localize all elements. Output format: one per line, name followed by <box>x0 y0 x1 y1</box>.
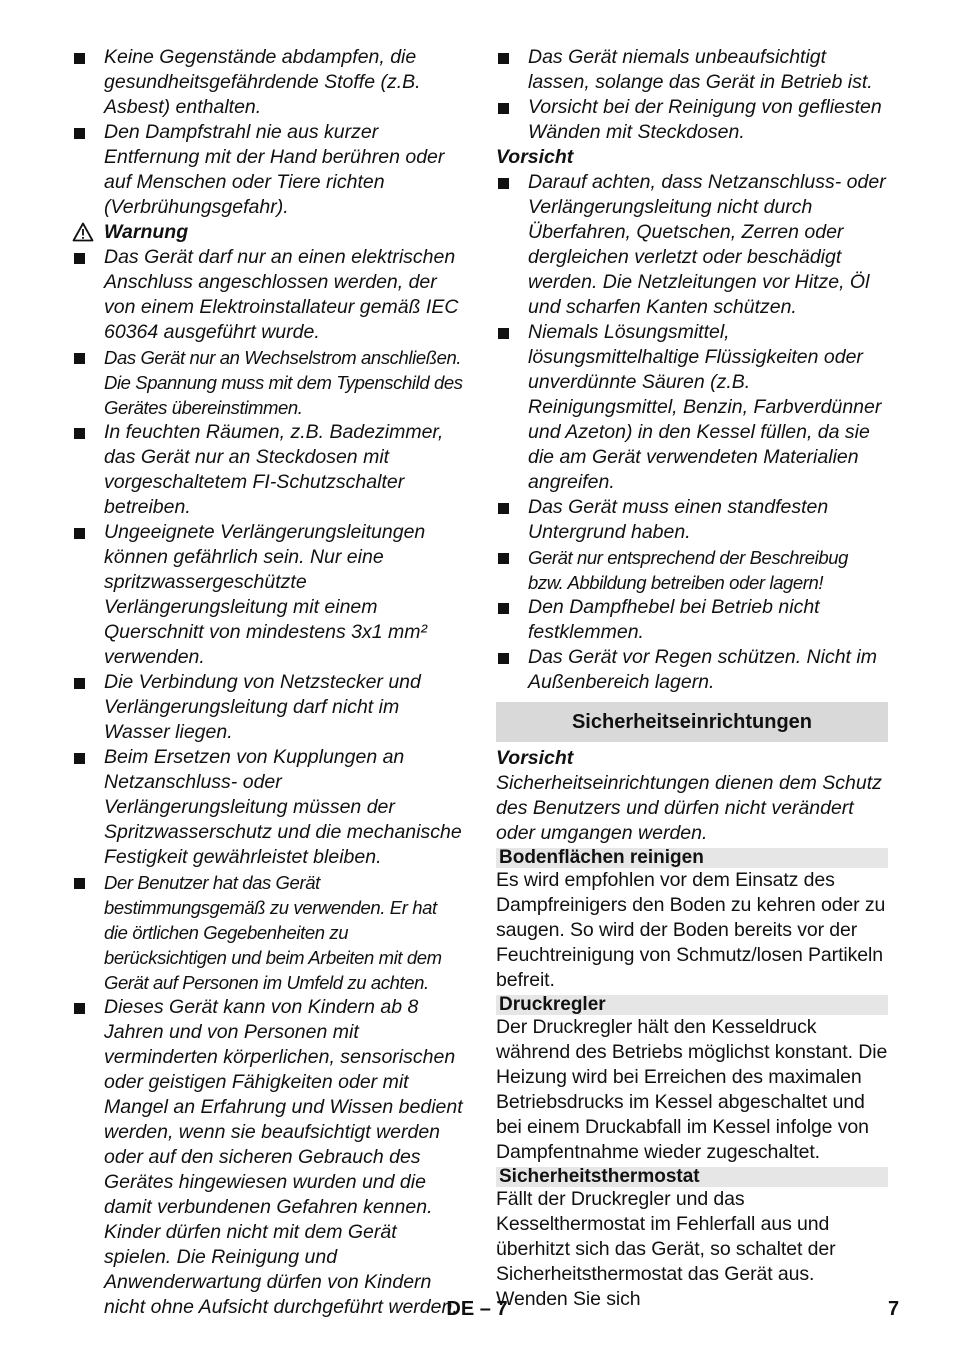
list-item <box>72 870 464 995</box>
bullet-square-icon <box>498 603 509 614</box>
list-item <box>496 645 888 695</box>
list-item <box>72 995 464 1320</box>
subsection-paragraph: Der Druckregler hält den Kesseldruck während des Betriebs möglichst konstant. Die Heizung wird bei Erreichen des maximalen Betriebsdrucks im Kessel abgeschaltet und bei einem Druckabfall im Kessel infolge von Dampfentnahme wieder zugeschaltet. <box>496 1016 888 1163</box>
footer-page-label: DE – 7 <box>446 1298 508 1320</box>
list-item <box>72 345 464 420</box>
list-item-text: Der Benutzer hat das Gerät bestimmungsgemäß zu verwenden. Er hat die örtlichen Gegebenheiten zu berücksichtigen und beim Arbeiten mit dem Gerät auf Personen im Umfeld zu achten. <box>104 872 442 993</box>
list-item <box>496 95 888 145</box>
bullet-square-icon <box>498 53 509 64</box>
bullet-square-icon <box>498 178 509 189</box>
caution-heading: Vorsicht <box>496 146 574 168</box>
list-item-text: Beim Ersetzen von Kupplungen an Netzanschluss- oder Verlängerungsleitung müssen der Spritzwasserschutz und die mechanische Festigkeit gewährleistet bleiben. <box>104 746 462 868</box>
list-item <box>496 495 888 545</box>
list-item-text: Das Gerät niemals unbeaufsichtigt lassen, solange das Gerät in Betrieb ist. <box>528 46 873 93</box>
list-item <box>496 595 888 645</box>
bullet-square-icon <box>498 553 509 564</box>
bullet-square-icon <box>74 753 85 764</box>
list-item-text: In feuchten Räumen, z.B. Badezimmer, das Gerät nur an Steckdosen mit vorgeschaltetem FI-Schutzschalter betreiben. <box>104 421 444 518</box>
list-item-text: Das Gerät darf nur an einen elektrischen Anschluss angeschlossen werden, der von einem Elektroinstallateur gemäß IEC 60364 ausgeführt wurde. <box>104 246 459 343</box>
bullet-square-icon <box>498 503 509 514</box>
list-item-text: Das Gerät nur an Wechselstrom anschließen. Die Spannung muss mit dem Typenschild des Gerätes übereinstimmen. <box>104 347 463 418</box>
list-item <box>72 245 464 345</box>
list-item-text: Ungeeignete Verlängerungsleitungen können gefährlich sein. Nur eine spritzwassergeschützte Verlängerungsleitung mit einem Querschnitt von mindestens 3x1 mm² verwenden. <box>104 521 427 668</box>
caution-heading: Vorsicht <box>496 747 574 769</box>
list-item <box>72 45 464 120</box>
bullet-square-icon <box>74 128 85 139</box>
list-item <box>72 420 464 520</box>
list-item-text: Das Gerät muss einen standfesten Untergrund haben. <box>528 496 829 543</box>
list-item-text: Keine Gegenstände abdampfen, die gesundheitsgefährdende Stoffe (z.B. Asbest) enthalten. <box>104 46 421 118</box>
list-item <box>72 120 464 220</box>
bullet-square-icon <box>74 528 85 539</box>
bullet-square-icon <box>74 353 85 364</box>
bullet-square-icon <box>74 1003 85 1014</box>
list-item-text: Die Verbindung von Netzstecker und Verlängerungsleitung darf nicht im Wasser liegen. <box>104 671 421 743</box>
list-item <box>72 745 464 870</box>
subsection-paragraph: Fällt der Druckregler und das Kesselthermostat im Fehlerfall aus und überhitzt sich das Gerät, so schaltet der Sicherheitsthermostat das Gerät aus. Wenden Sie sich <box>496 1188 836 1310</box>
warning-label: Warnung <box>104 221 189 243</box>
caution-paragraph: Sicherheitseinrichtungen dienen dem Schutz des Benutzers und dürfen nicht verändert oder umgangen werden. <box>496 772 882 844</box>
list-item-text: Den Dampfstrahl nie aus kurzer Entfernung mit der Hand berühren oder auf Menschen oder Tiere richten (Verbrühungsgefahr). <box>104 121 445 218</box>
subsection-heading: Bodenflächen reinigen <box>496 848 888 868</box>
bullet-square-icon <box>74 253 85 264</box>
footer-page-number: 7 <box>888 1298 900 1320</box>
subsection-heading: Sicherheitsthermostat <box>496 1167 888 1187</box>
list-item-text: Darauf achten, dass Netzanschluss- oder Verlängerungsleitung nicht durch Überfahren, Quetschen, Zerren oder dergleichen verletzt oder beschädigt werden. Die Netzleitungen vor Hitze, Öl und scharfen Kanten schützen. <box>528 171 886 318</box>
right-column <box>496 45 888 1312</box>
list-item-text: Das Gerät vor Regen schützen. Nicht im Außenbereich lagern. <box>528 646 877 693</box>
list-item <box>72 670 464 745</box>
bullet-square-icon <box>498 103 509 114</box>
list-item <box>496 545 888 595</box>
subsection-heading: Druckregler <box>496 995 888 1015</box>
bullet-square-icon <box>74 878 85 889</box>
list-item <box>496 320 888 495</box>
list-item-text: Den Dampfhebel bei Betrieb nicht festklemmen. <box>528 596 820 643</box>
bullet-square-icon <box>74 678 85 689</box>
subsection-paragraph: Es wird empfohlen vor dem Einsatz des Dampfreinigers den Boden zu kehren oder zu saugen. So wird der Boden bereits vor der Feuchtreinigung von Schmutz/losen Partikeln befreit. <box>496 869 886 991</box>
list-item-text: Niemals Lösungsmittel, lösungsmittelhaltige Flüssigkeiten oder unverdünnte Säuren (z.B. Reinigungsmittel, Benzin, Farbverdünner und Azeton) in den Kessel füllen, da sie die am Gerät verwendeten Materialien angreifen. <box>528 321 882 493</box>
list-item <box>72 520 464 670</box>
section-heading: Sicherheitseinrichtungen <box>496 702 888 742</box>
left-column <box>72 45 464 1320</box>
bullet-square-icon <box>74 428 85 439</box>
list-item-text: Vorsicht bei der Reinigung von gefliesten Wänden mit Steckdosen. <box>528 96 882 143</box>
list-item <box>496 170 888 320</box>
list-item <box>496 45 888 95</box>
bullet-square-icon <box>498 328 509 339</box>
list-item-text: Gerät nur entsprechend der Beschreibug bzw. Abbildung betreiben oder lagern! <box>528 547 849 593</box>
warning-heading <box>72 220 464 245</box>
bullet-square-icon <box>498 653 509 664</box>
bullet-square-icon <box>74 53 85 64</box>
list-item-text: Dieses Gerät kann von Kindern ab 8 Jahren und von Personen mit verminderten körperlichen, sensorischen oder geistigen Fähigkeiten oder mit Mangel an Erfahrung und Wissen bedient werden, wenn sie beaufsichtigt werden oder auf den sicheren Gebrauch des Gerätes hingewiesen wurden und die damit verbundenen Gefahren kennen. Kinder dürfen nicht mit dem Gerät spielen. Die Reinigung und Anwenderwartung dürfen von Kindern nicht ohne Aufsicht durchgeführt werden. <box>104 996 463 1318</box>
